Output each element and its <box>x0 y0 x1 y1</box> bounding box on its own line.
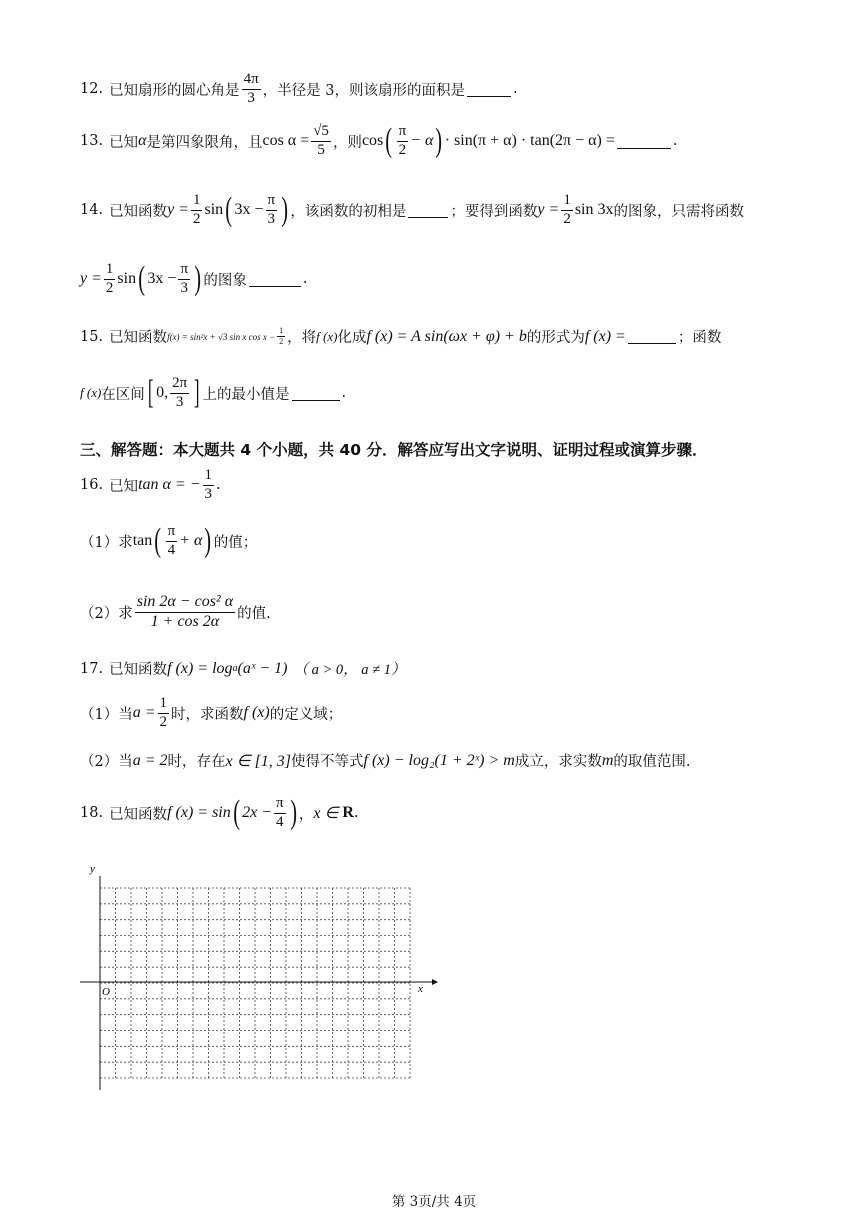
question-text: ，将 <box>287 330 317 346</box>
left-bracket: [ <box>147 374 154 412</box>
question-text: 已知函数 <box>109 662 168 678</box>
right-paren: ) <box>289 794 297 832</box>
math: f (x) <box>80 385 102 401</box>
question-text: 已知函数 <box>109 806 168 823</box>
question-number: 13. <box>80 133 104 150</box>
left-paren: ( <box>385 122 393 160</box>
math: 3x − <box>147 270 177 288</box>
question-text: ，则 <box>332 134 362 151</box>
y-axis-label: y <box>90 863 95 875</box>
math: m <box>601 751 614 769</box>
math: f (x) = log <box>167 659 233 677</box>
fraction: $\frac{1}{2}$ <box>105 261 114 296</box>
question-14 <box>80 193 744 228</box>
answer-blank <box>249 272 301 287</box>
question-text: 的图象 <box>203 272 247 289</box>
left-paren: ( <box>233 794 240 832</box>
question-17 <box>80 658 405 679</box>
period: . <box>672 133 678 150</box>
math: f (x) = A sin(ωx + φ) + b <box>366 327 527 345</box>
fraction: $\frac{\pi}{4}$ <box>167 523 176 558</box>
math: f (x) <box>316 328 338 344</box>
right-bracket: ] <box>194 374 200 412</box>
fraction: $\frac{1}{2}$ <box>159 695 168 730</box>
period: . <box>353 805 359 822</box>
fraction: $\frac{\text{sin 2α − cos² α}}{1 + \cos 2\alpha}$ <box>136 593 234 630</box>
question-text: ；函数 <box>677 330 722 346</box>
math: f (x) <box>243 704 270 722</box>
question-number: 17. <box>80 660 104 677</box>
right-paren: ) <box>281 191 289 229</box>
math: x ∈ [1, 3] <box>225 752 292 770</box>
question-text: ，该函数的初相是 <box>290 203 407 220</box>
question-15-line-2 <box>80 376 346 411</box>
math: − α <box>410 132 434 150</box>
left-paren: ( <box>225 191 233 229</box>
question-16-part-2 <box>80 594 271 631</box>
left-paren: ( <box>154 522 162 560</box>
question-number: 12. <box>80 81 104 98</box>
question-text: 在区间 <box>101 386 145 403</box>
fraction: $\frac{1}{2}$ <box>563 192 571 227</box>
fraction: $\frac{\pi}{3}$ <box>180 261 189 296</box>
right-paren: ) <box>204 522 212 560</box>
fraction: $\frac{\pi}{3}$ <box>267 192 276 227</box>
math: sin <box>117 270 137 288</box>
grid-lines <box>100 888 410 1078</box>
question-text: 已知函数 <box>109 203 168 220</box>
answer-blank <box>408 203 448 218</box>
question-12 <box>80 72 518 107</box>
math: a = 2 <box>132 751 168 769</box>
fraction: $\frac{1}{3}$ <box>204 467 212 502</box>
question-text: 化成 <box>337 330 367 346</box>
question-text: ，半径是 3，则该扇形的面积是 <box>262 82 465 99</box>
period: . <box>216 477 221 494</box>
origin-label: O <box>102 986 110 998</box>
question-text: 使得不等式 <box>291 754 364 770</box>
question-number: 15. <box>80 328 104 345</box>
condition: （ a > 0， a ≠ 1） <box>293 662 406 678</box>
math-subscript: a <box>232 663 238 674</box>
question-18 <box>80 796 359 831</box>
part-label: （1）当 <box>80 706 133 723</box>
answer-blank <box>628 329 676 344</box>
question-number: 18. <box>80 805 104 822</box>
math: y = <box>80 270 102 288</box>
math: 0, <box>156 384 169 402</box>
math: (aˣ − 1) <box>237 659 288 677</box>
page-footer: 第 3页/共 4页 <box>391 1194 477 1210</box>
question-text: 时，求函数 <box>171 706 244 723</box>
part-label: （2）当 <box>80 754 133 770</box>
fraction: $\frac{√5}{5}$ <box>313 123 329 158</box>
math: α <box>138 132 147 150</box>
math: R <box>342 804 354 822</box>
fraction: $\frac{2\pi}{3}$ <box>172 375 188 410</box>
fraction: $\frac{\pi}{4}$ <box>275 795 284 830</box>
question-text: 的定义域； <box>269 706 343 723</box>
fraction: $\frac{1}{2}$ <box>192 192 201 227</box>
question-text: 的值. <box>237 605 271 622</box>
question-text: 是第四象限角，且 <box>146 134 263 151</box>
math: tan <box>132 532 153 550</box>
x-axis-label: x <box>418 983 423 995</box>
math: 2x − <box>242 804 272 822</box>
x-axis-arrow <box>432 979 438 985</box>
math: + α <box>179 532 203 550</box>
answer-blank <box>292 386 340 401</box>
question-text: ， <box>298 806 314 823</box>
math: cos α = <box>262 132 310 150</box>
math: f (x) − log₂(1 + 2ˣ) > m <box>363 751 515 769</box>
question-text: ；要得到函数 <box>450 203 538 220</box>
answer-blank <box>467 82 511 97</box>
fraction: $\frac{4\pi}{3}$ <box>243 71 259 106</box>
question-text: 成立，求实数 <box>514 754 602 770</box>
question-text: 的形式为 <box>526 330 585 346</box>
question-text: 上的最小值是 <box>202 386 290 403</box>
period: . <box>341 385 347 402</box>
section-heading: 三、解答题：本大题共 4 个小题，共 40 分．解答应写出文字说明、证明过程或演算步骤． <box>80 441 708 459</box>
question-17-part-2 <box>80 750 691 771</box>
math: y = <box>167 201 189 219</box>
period: . <box>302 271 308 288</box>
math: y = <box>537 201 560 219</box>
math: cos <box>361 132 384 150</box>
right-paren: ) <box>435 122 443 160</box>
blank-coordinate-grid <box>80 858 440 1098</box>
question-16 <box>80 468 221 503</box>
part-label: （2）求 <box>80 605 133 622</box>
math: sin <box>204 201 224 219</box>
question-17-part-1 <box>80 696 342 731</box>
question-14-line-2 <box>80 262 307 297</box>
question-number: 14. <box>80 202 104 219</box>
fraction: $\frac{1}{2}$ <box>279 325 284 346</box>
fraction: $\frac{\pi}{2}$ <box>398 123 407 158</box>
left-paren: ( <box>138 260 146 298</box>
math: x ∈ <box>313 805 339 823</box>
question-16-part-1 <box>80 524 257 559</box>
answer-blank <box>617 134 671 149</box>
math: a = <box>132 704 156 722</box>
function-definition: f(x) = sin²x + √3 sin x cos x − <box>167 331 276 342</box>
question-number: 16. <box>80 477 104 494</box>
math: · sin(π + α) · tan(2π − α) = <box>444 132 615 150</box>
part-label: （1）求 <box>80 534 133 551</box>
math: f (x) = sin <box>167 804 231 822</box>
question-text: 已知函数 <box>109 330 168 346</box>
math: tan α = − <box>138 476 201 494</box>
question-15 <box>80 326 721 347</box>
question-text: 已知 <box>109 134 139 151</box>
question-text: 已知扇形的圆心角是 <box>109 82 240 99</box>
question-text: 的图象，只需将函数 <box>613 203 744 220</box>
question-text: 的值； <box>213 534 258 551</box>
question-text: 时，存在 <box>167 754 226 770</box>
period: . <box>512 81 518 98</box>
math: sin 3x <box>574 201 614 219</box>
question-text: 的取值范围. <box>613 754 691 770</box>
right-paren: ) <box>194 260 202 298</box>
question-text: 已知 <box>109 478 139 495</box>
question-13 <box>80 124 678 159</box>
math: f (x) = <box>584 327 626 345</box>
math: 3x − <box>234 201 264 219</box>
